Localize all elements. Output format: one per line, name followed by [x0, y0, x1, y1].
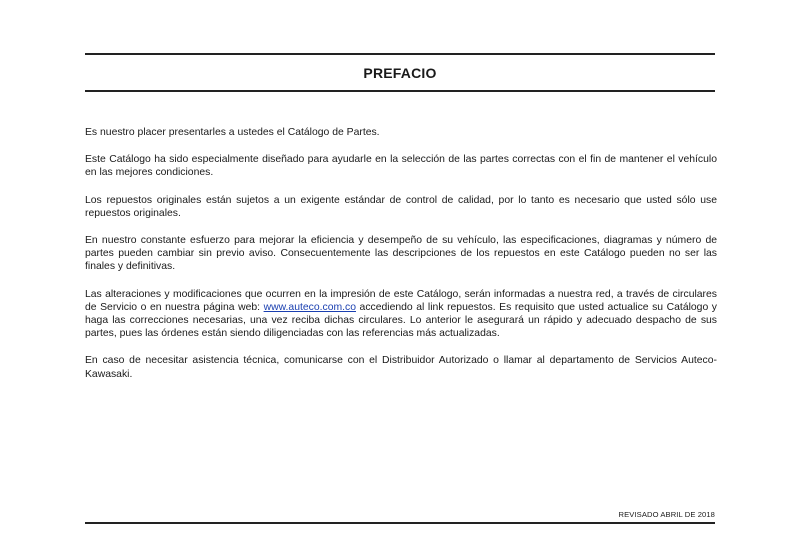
- paragraph-original-parts: Los repuestos originales están sujetos a un exigente estándar de control de calidad, por lo tanto es necesario que usted sólo use repuestos originales.: [85, 194, 717, 219]
- paragraph-updates: [85, 288, 717, 341]
- top-rule: [85, 53, 715, 55]
- title-rule: [85, 90, 715, 92]
- paragraph-specifications: En nuestro constante esfuerzo para mejorar la eficiencia y desempeño de su vehículo, las especificaciones, diagramas y número de partes pueden cambiar sin previo aviso. Consecuentemente las descripciones de los repuestos en este Catálogo pueden no ser las finales y definitivas.: [85, 235, 717, 273]
- bottom-rule: [85, 522, 715, 524]
- page-title: PREFACIO: [363, 65, 437, 81]
- revision-footer: REVISADO ABRIL DE 2018: [618, 510, 715, 519]
- paragraph-intro: Es nuestro placer presentarles a ustedes el Catálogo de Partes.: [85, 127, 380, 138]
- updates-text-start: Las alteraciones y modificaciones que ocurren en la impresión de este Catálogo, serán informadas a nuestra red, a través de circulares de Servicio o en nuestra página web:: [85, 288, 717, 313]
- paragraph-catalog-purpose: Este Catálogo ha sido especialmente diseñado para ayudarle en la selección de las partes correctas con el fin de mantener el vehículo en las mejores condiciones.: [85, 154, 717, 179]
- website-link[interactable]: www.auteco.com.co: [263, 301, 356, 313]
- updates-text-end: accediendo al link repuestos. Es requisito que usted actualice su Catálogo y haga las correcciones necesarias, una vez reciba dichas circulares. Lo anterior le asegurará un rápido y adecuado despacho de sus partes, pues las órdenes están siendo diligenciadas con las referencias más actualizadas.: [85, 301, 717, 340]
- paragraph-assistance: En caso de necesitar asistencia técnica, comunicarse con el Distribuidor Autorizado o llamar al departamento de Servicios Auteco-Kawasaki.: [85, 355, 717, 380]
- preface-body: [85, 126, 717, 395]
